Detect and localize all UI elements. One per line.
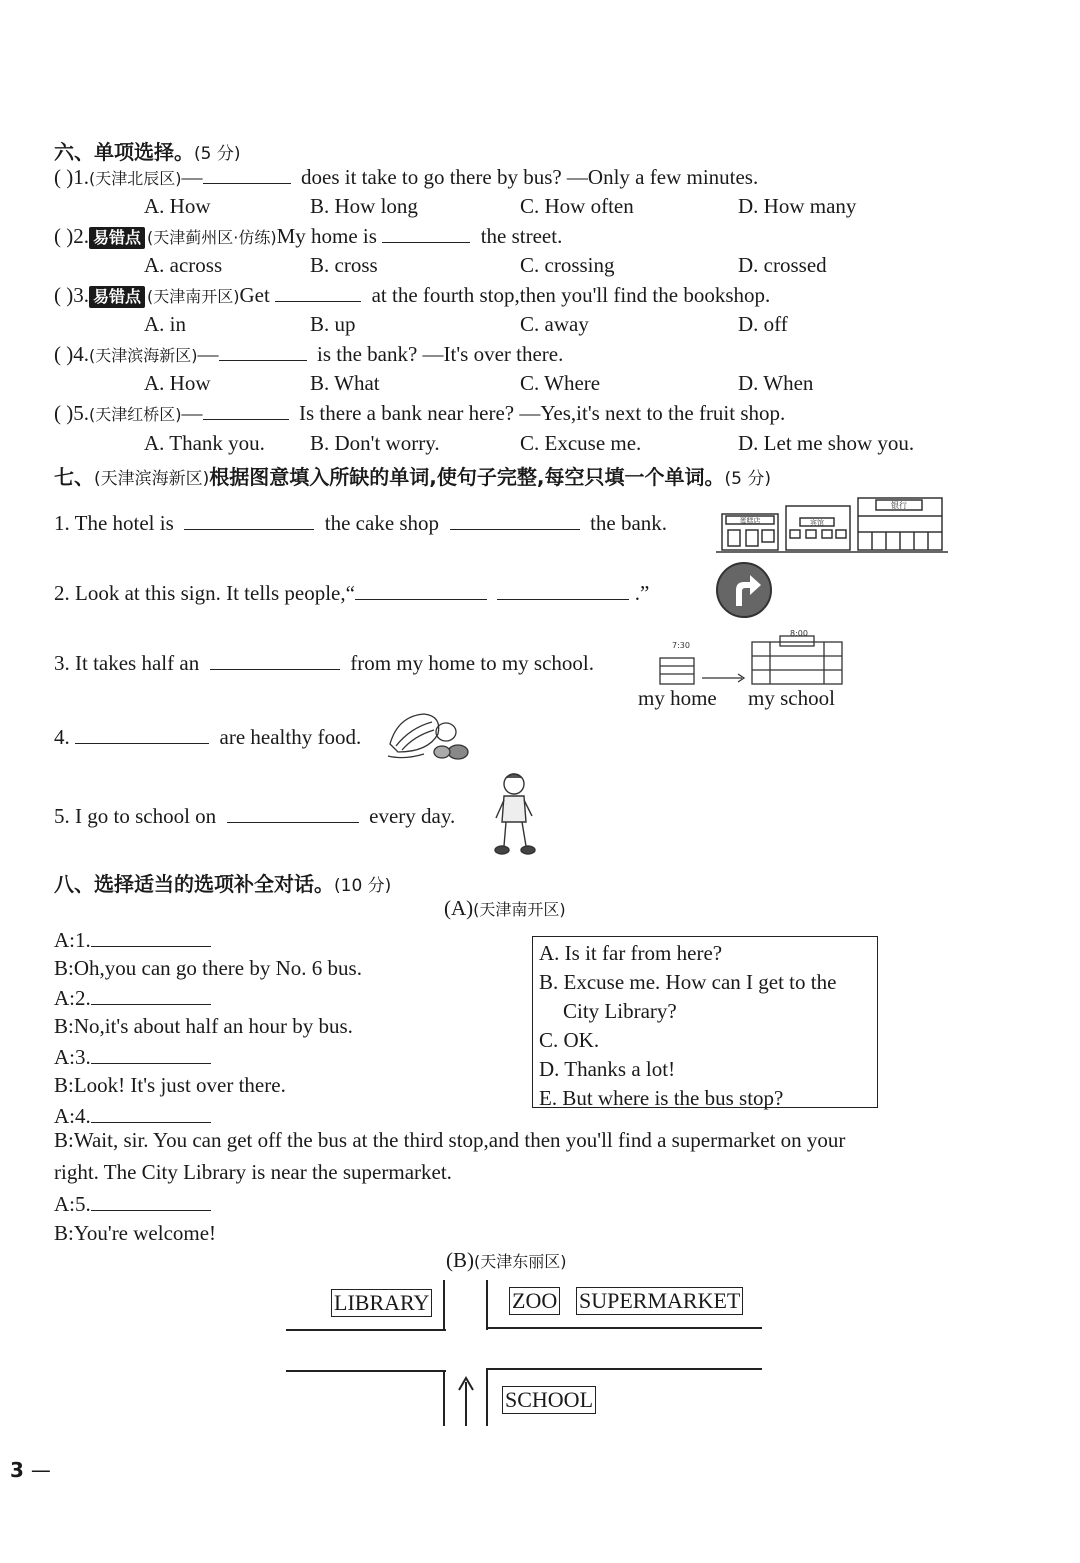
dialog-line-b4: B:Wait, sir. You can get off the bus at the third stop,and then you'll find a supermarket on your	[54, 1128, 846, 1152]
box-option-a[interactable]: A. Is it far from here?	[539, 941, 723, 965]
option-b[interactable]: B. What	[310, 371, 380, 395]
question-4	[54, 342, 563, 367]
s7-question-1	[54, 511, 667, 536]
question-number: 5.	[73, 401, 89, 425]
dialog-speaker-text: A:5.	[54, 1192, 91, 1216]
part-a-source: (天津南开区)	[473, 900, 566, 919]
dialog-line-b4-cont: right. The City Library is near the supermarket.	[54, 1160, 452, 1184]
up-arrow-icon	[456, 1376, 476, 1426]
s7-q4-text-a: 4.	[54, 725, 70, 749]
s7-q5-text-b: every day.	[369, 804, 456, 828]
question-post-text: Is there a bank near here? —Yes,it's next to the fruit shop.	[299, 401, 786, 425]
question-source: (天津红桥区)	[89, 405, 182, 424]
question-pre-text: My home is	[276, 224, 377, 248]
page-number	[10, 1458, 51, 1482]
hotel-sign: 宾馆	[810, 519, 824, 527]
s7-q2-text-b: .”	[634, 581, 650, 605]
s7-question-5	[54, 804, 455, 829]
answer-blank[interactable]	[275, 300, 361, 302]
school-time: 8:00	[790, 629, 808, 638]
section7-source: (天津滨海新区)	[94, 469, 210, 489]
answer-paren[interactable]: ( )	[54, 224, 74, 248]
answer-blank[interactable]	[203, 418, 289, 420]
question-source: (天津北辰区)	[89, 169, 182, 188]
question-source: (天津滨海新区)	[89, 346, 198, 365]
page-dash: —	[30, 1458, 51, 1482]
answer-blank[interactable]	[91, 1121, 211, 1123]
s7-question-4	[54, 725, 361, 750]
option-d[interactable]: D. crossed	[738, 253, 827, 277]
section8-title-text: 八、选择适当的选项补全对话。	[54, 872, 334, 896]
option-b[interactable]: B. cross	[310, 253, 378, 277]
section7-title-number: 七、	[54, 465, 94, 489]
question-post-text: is the bank? —It's over there.	[317, 342, 564, 366]
option-b[interactable]: B. up	[310, 312, 356, 336]
question-pre-text: —	[181, 401, 203, 425]
section7-title	[54, 461, 771, 490]
question-number: 1.	[73, 165, 89, 189]
label-my-home: my home	[638, 686, 717, 710]
home-time: 7:30	[672, 641, 690, 650]
option-c[interactable]: C. crossing	[520, 253, 615, 277]
answer-blank[interactable]	[91, 1062, 211, 1064]
question-source: (天津蓟州区·仿练)	[147, 228, 277, 247]
question-5	[54, 401, 785, 426]
box-option-c[interactable]: C. OK.	[539, 1028, 600, 1052]
question-post-text: does it take to go there by bus? —Only a few minutes.	[301, 165, 759, 189]
dialog-line-a1	[54, 928, 211, 953]
bank-sign: 银行	[891, 501, 907, 510]
section7-instruction: 根据图意填入所缺的单词,使句子完整,每空只填一个单词。	[209, 465, 725, 489]
question-source: (天津南开区)	[147, 287, 240, 306]
part-a-label: (A)	[444, 896, 474, 920]
map-road-line	[286, 1329, 446, 1331]
section8-title	[54, 868, 391, 897]
options-box	[532, 936, 878, 1108]
home-to-school-illustration	[652, 628, 848, 688]
section6-title-text: 六、单项选择。	[54, 140, 194, 164]
answer-paren[interactable]: ( )	[54, 342, 74, 366]
option-a[interactable]: A. How	[144, 371, 211, 395]
answer-blank[interactable]	[210, 668, 340, 670]
s7-q3-text-a: 3. It takes half an	[54, 651, 200, 675]
question-pre-text: Get	[239, 283, 270, 307]
cake-shop-sign: 蛋糕店	[739, 517, 761, 525]
label-my-school: my school	[748, 686, 835, 710]
answer-blank[interactable]	[91, 945, 211, 947]
walking-boy-illustration	[490, 770, 540, 858]
s7-q3-text-b: from my home to my school.	[350, 651, 595, 675]
section8-points: (10 分)	[334, 876, 392, 896]
map-road-line	[486, 1327, 762, 1329]
map-road-line	[443, 1280, 445, 1330]
box-option-d[interactable]: D. Thanks a lot!	[539, 1057, 676, 1081]
question-pre-text: —	[181, 165, 203, 189]
s7-question-3	[54, 651, 594, 676]
option-c[interactable]: C. How often	[520, 194, 634, 218]
s7-q1-text-b: the cake shop	[324, 511, 440, 535]
dialog-line-b5: B:You're welcome!	[54, 1221, 217, 1245]
part-b-source: (天津东丽区)	[474, 1252, 567, 1271]
option-d[interactable]: D. Let me show you.	[738, 431, 915, 455]
option-d[interactable]: D. How many	[738, 194, 857, 218]
map-road-line	[486, 1368, 488, 1426]
question-3	[54, 283, 770, 308]
option-a[interactable]: A. How	[144, 194, 211, 218]
answer-blank[interactable]	[184, 528, 314, 530]
section6-points: (5 分)	[194, 144, 241, 164]
answer-blank[interactable]	[203, 182, 291, 184]
question-number: 4.	[73, 342, 89, 366]
dialog-line-a4	[54, 1104, 211, 1129]
answer-blank[interactable]	[450, 528, 580, 530]
question-1	[54, 165, 758, 190]
part-b-label: (B)	[446, 1248, 474, 1272]
section7-points: (5 分)	[724, 469, 771, 489]
dialog-speaker-text: A:3.	[54, 1045, 91, 1069]
dialog-speaker-text: A:4.	[54, 1104, 91, 1128]
answer-blank[interactable]	[382, 241, 470, 243]
map-road-line	[286, 1370, 446, 1372]
map-library: LIBRARY	[331, 1289, 432, 1317]
map-road-line	[486, 1280, 488, 1330]
answer-paren[interactable]: ( )	[54, 165, 74, 189]
error-prone-tag: 易错点	[89, 286, 145, 308]
option-c[interactable]: C. away	[520, 312, 589, 336]
dialog-line-a5	[54, 1192, 211, 1217]
dialog-line-a3	[54, 1045, 211, 1070]
question-post-text: at the fourth stop,then you'll find the bookshop.	[371, 283, 771, 307]
answer-paren[interactable]: ( )	[54, 283, 74, 307]
answer-blank[interactable]	[227, 821, 359, 823]
s7-q4-text-b: are healthy food.	[219, 725, 362, 749]
answer-blank[interactable]	[91, 1209, 211, 1211]
option-a[interactable]: A. across	[144, 253, 223, 277]
map-zoo: ZOO	[509, 1287, 560, 1315]
answer-blank[interactable]	[355, 598, 487, 600]
option-d[interactable]: D. off	[738, 312, 788, 336]
dialog-line-b2: B:No,it's about half an hour by bus.	[54, 1014, 353, 1038]
part-a-title	[444, 896, 566, 921]
dialog-speaker-text: A:2.	[54, 986, 91, 1010]
error-prone-tag: 易错点	[89, 227, 145, 249]
option-a[interactable]: A. Thank you.	[144, 431, 265, 455]
map-supermarket: SUPERMARKET	[576, 1287, 743, 1315]
question-post-text: the street.	[480, 224, 563, 248]
turn-right-sign-icon	[714, 560, 774, 620]
option-d[interactable]: D. When	[738, 371, 814, 395]
dialog-line-a2	[54, 986, 211, 1011]
answer-blank[interactable]	[91, 1003, 211, 1005]
dialog-line-b1: B:Oh,you can go there by No. 6 bus.	[54, 956, 362, 980]
box-option-b[interactable]: B. Excuse me. How can I get to the	[539, 970, 837, 994]
dialog-speaker-text: A:1.	[54, 928, 91, 952]
s7-q2-text-a: 2. Look at this sign. It tells people,“	[54, 581, 355, 605]
dialog-line-b3: B:Look! It's just over there.	[54, 1073, 286, 1097]
answer-blank[interactable]	[75, 742, 209, 744]
question-number: 3.	[73, 283, 89, 307]
question-2	[54, 224, 562, 249]
question-number: 2.	[73, 224, 89, 248]
box-option-b-cont: City Library?	[563, 999, 677, 1023]
answer-blank[interactable]	[497, 598, 629, 600]
option-c[interactable]: C. Excuse me.	[520, 431, 642, 455]
section6-title	[54, 136, 240, 165]
s7-q1-text-c: the bank.	[590, 511, 668, 535]
page-number-text: 3	[10, 1458, 24, 1482]
map-road-line	[486, 1368, 762, 1370]
option-c[interactable]: C. Where	[520, 371, 601, 395]
map-road-line	[443, 1370, 445, 1426]
answer-blank[interactable]	[219, 359, 307, 361]
s7-q1-text-a: 1. The hotel is	[54, 511, 174, 535]
question-pre-text: —	[197, 342, 219, 366]
option-a[interactable]: A. in	[144, 312, 186, 336]
s7-question-2	[54, 581, 649, 606]
map-school: SCHOOL	[502, 1386, 596, 1414]
option-b[interactable]: B. Don't worry.	[310, 431, 440, 455]
option-b[interactable]: B. How long	[310, 194, 418, 218]
answer-paren[interactable]: ( )	[54, 401, 74, 425]
part-b-title	[446, 1248, 567, 1273]
s7-q5-text-a: 5. I go to school on	[54, 804, 217, 828]
vegetables-illustration	[384, 708, 474, 762]
buildings-illustration	[716, 492, 948, 554]
box-option-e[interactable]: E. But where is the bus stop?	[539, 1086, 784, 1110]
